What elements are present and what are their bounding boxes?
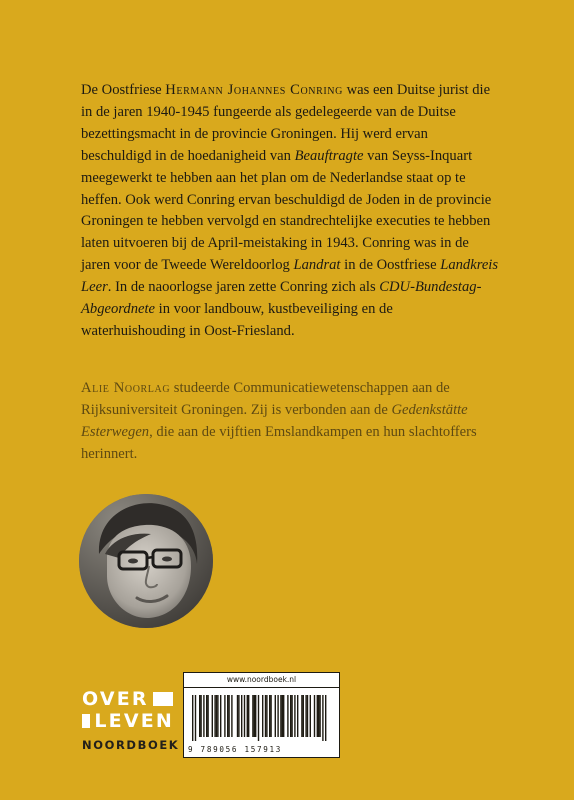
- logo-word-leven: LEVEN: [94, 710, 174, 732]
- barcode-bar: [238, 695, 239, 737]
- italic-term: Landkreis Leer: [81, 257, 499, 296]
- barcode-bar: [192, 695, 193, 741]
- text: in de Oostfriese: [340, 257, 441, 274]
- text: . In de naoorlogse jaren zette Conring zich als: [107, 279, 380, 296]
- barcode-bar: [237, 695, 238, 737]
- italic-term: Gedenkstätte Esterwegen: [81, 401, 468, 440]
- logo-line-2: [82, 710, 174, 732]
- barcode-bar: [254, 695, 255, 737]
- logo-bar: [82, 714, 90, 728]
- barcode-bar: [270, 695, 271, 737]
- text: in voor landbouw, kustbeveiliging en de waterhuishouding in Oost-Friesland.: [81, 301, 393, 339]
- barcode-bar: [241, 695, 242, 737]
- barcode-bars: [192, 695, 331, 741]
- italic-term: Landrat: [293, 257, 341, 274]
- barcode-bar: [262, 695, 263, 737]
- barcode-bar: [290, 695, 291, 737]
- italic-term: CDU-Bundestag-Abgeordnete: [81, 279, 482, 318]
- barcode-bar: [287, 695, 288, 737]
- subject-name: Hermann Johannes Conring: [165, 82, 343, 98]
- barcode-bar: [228, 695, 229, 737]
- barcode-bar: [206, 695, 207, 737]
- barcode-bar: [266, 695, 267, 737]
- barcode-bar: [212, 695, 213, 737]
- barcode-bar: [301, 695, 302, 737]
- barcode-bar: [310, 695, 311, 737]
- barcode-bar: [203, 695, 204, 737]
- barcode-bar: [283, 695, 284, 737]
- barcode-bar: [305, 695, 306, 737]
- barcode-bar: [248, 695, 249, 737]
- barcode-bar: [220, 695, 221, 737]
- logo-bar: [153, 692, 173, 706]
- barcode-bar: [303, 695, 304, 737]
- barcode-bar: [294, 695, 295, 737]
- publisher-logo: [82, 688, 180, 752]
- barcode-bar: [277, 695, 278, 737]
- barcode-bar: [217, 695, 218, 737]
- barcode-bar: [265, 695, 266, 737]
- isbn-number: 9 789056 157913: [188, 745, 283, 754]
- barcode-bar: [195, 695, 196, 741]
- barcode-bar: [231, 695, 232, 737]
- barcode-bar: [224, 695, 225, 737]
- barcode-bar: [307, 695, 308, 737]
- barcode-bar: [227, 695, 228, 737]
- barcode-bar: [314, 695, 315, 737]
- publisher-name: NOORDBOEK: [82, 738, 180, 752]
- text: , die aan de vijftien Emslandkampen en hun slachtoffers herinnert.: [81, 423, 477, 462]
- barcode-bar: [244, 695, 245, 737]
- barcode-bar: [214, 695, 215, 737]
- barcode-bar: [322, 695, 323, 741]
- author-portrait: [79, 494, 213, 628]
- isbn-barcode: [183, 672, 340, 758]
- italic-term: Beauftragte: [294, 147, 364, 164]
- barcode-bar: [199, 695, 200, 737]
- barcode-bar: [325, 695, 326, 741]
- publisher-url: www.noordboek.nl: [184, 673, 339, 688]
- logo-word-over: OVER: [82, 688, 149, 710]
- text: was een Duitse jurist die in de jaren 1940-1945 fungeerde als gedelegeerde van de Duitse bezettingsmacht in de provincie Groningen. Hij werd ervan beschuldigd in de hoedanigheid van: [81, 82, 491, 164]
- barcode-bar: [275, 695, 276, 737]
- author-name: Alie Noorlag: [81, 380, 171, 396]
- text: van Seyss-Inquart meegewerkt te hebben aan het plan om de Nederlandse staat op te heffen. Ook werd Conring ervan beschuldigd de Joden in de provincie Groningen te hebben vervolgd en standrechtelijke executies te hebben laten uitvoeren bij de April-meistaking in 1943. Conring was in de jaren voor de Tweede Wereldoorlog: [81, 147, 492, 274]
- author-subject-paragraph: [81, 80, 501, 343]
- barcode-bar: [255, 695, 256, 737]
- barcode-bar: [319, 695, 320, 737]
- logo-line-1: [82, 688, 174, 710]
- barcode-bar: [252, 695, 253, 737]
- barcode-bar: [216, 695, 217, 737]
- author-bio-paragraph: [81, 378, 501, 466]
- text: studeerde Communicatiewetenschappen aan de Rijksuniversiteit Groningen. Zij is verbonden aan de: [81, 380, 450, 418]
- barcode-bar: [318, 695, 319, 737]
- barcode-bar: [258, 695, 259, 741]
- portrait-image: [79, 494, 213, 628]
- barcode-bar: [200, 695, 201, 737]
- barcode-bar: [297, 695, 298, 737]
- barcode-bar: [280, 695, 281, 737]
- barcode-bar: [291, 695, 292, 737]
- barcode-bar: [247, 695, 248, 737]
- text: De Oostfriese: [81, 82, 166, 98]
- barcode-bar: [207, 695, 208, 737]
- barcode-bar: [317, 695, 318, 737]
- barcode-bar: [269, 695, 270, 737]
- barcode-bar: [282, 695, 283, 737]
